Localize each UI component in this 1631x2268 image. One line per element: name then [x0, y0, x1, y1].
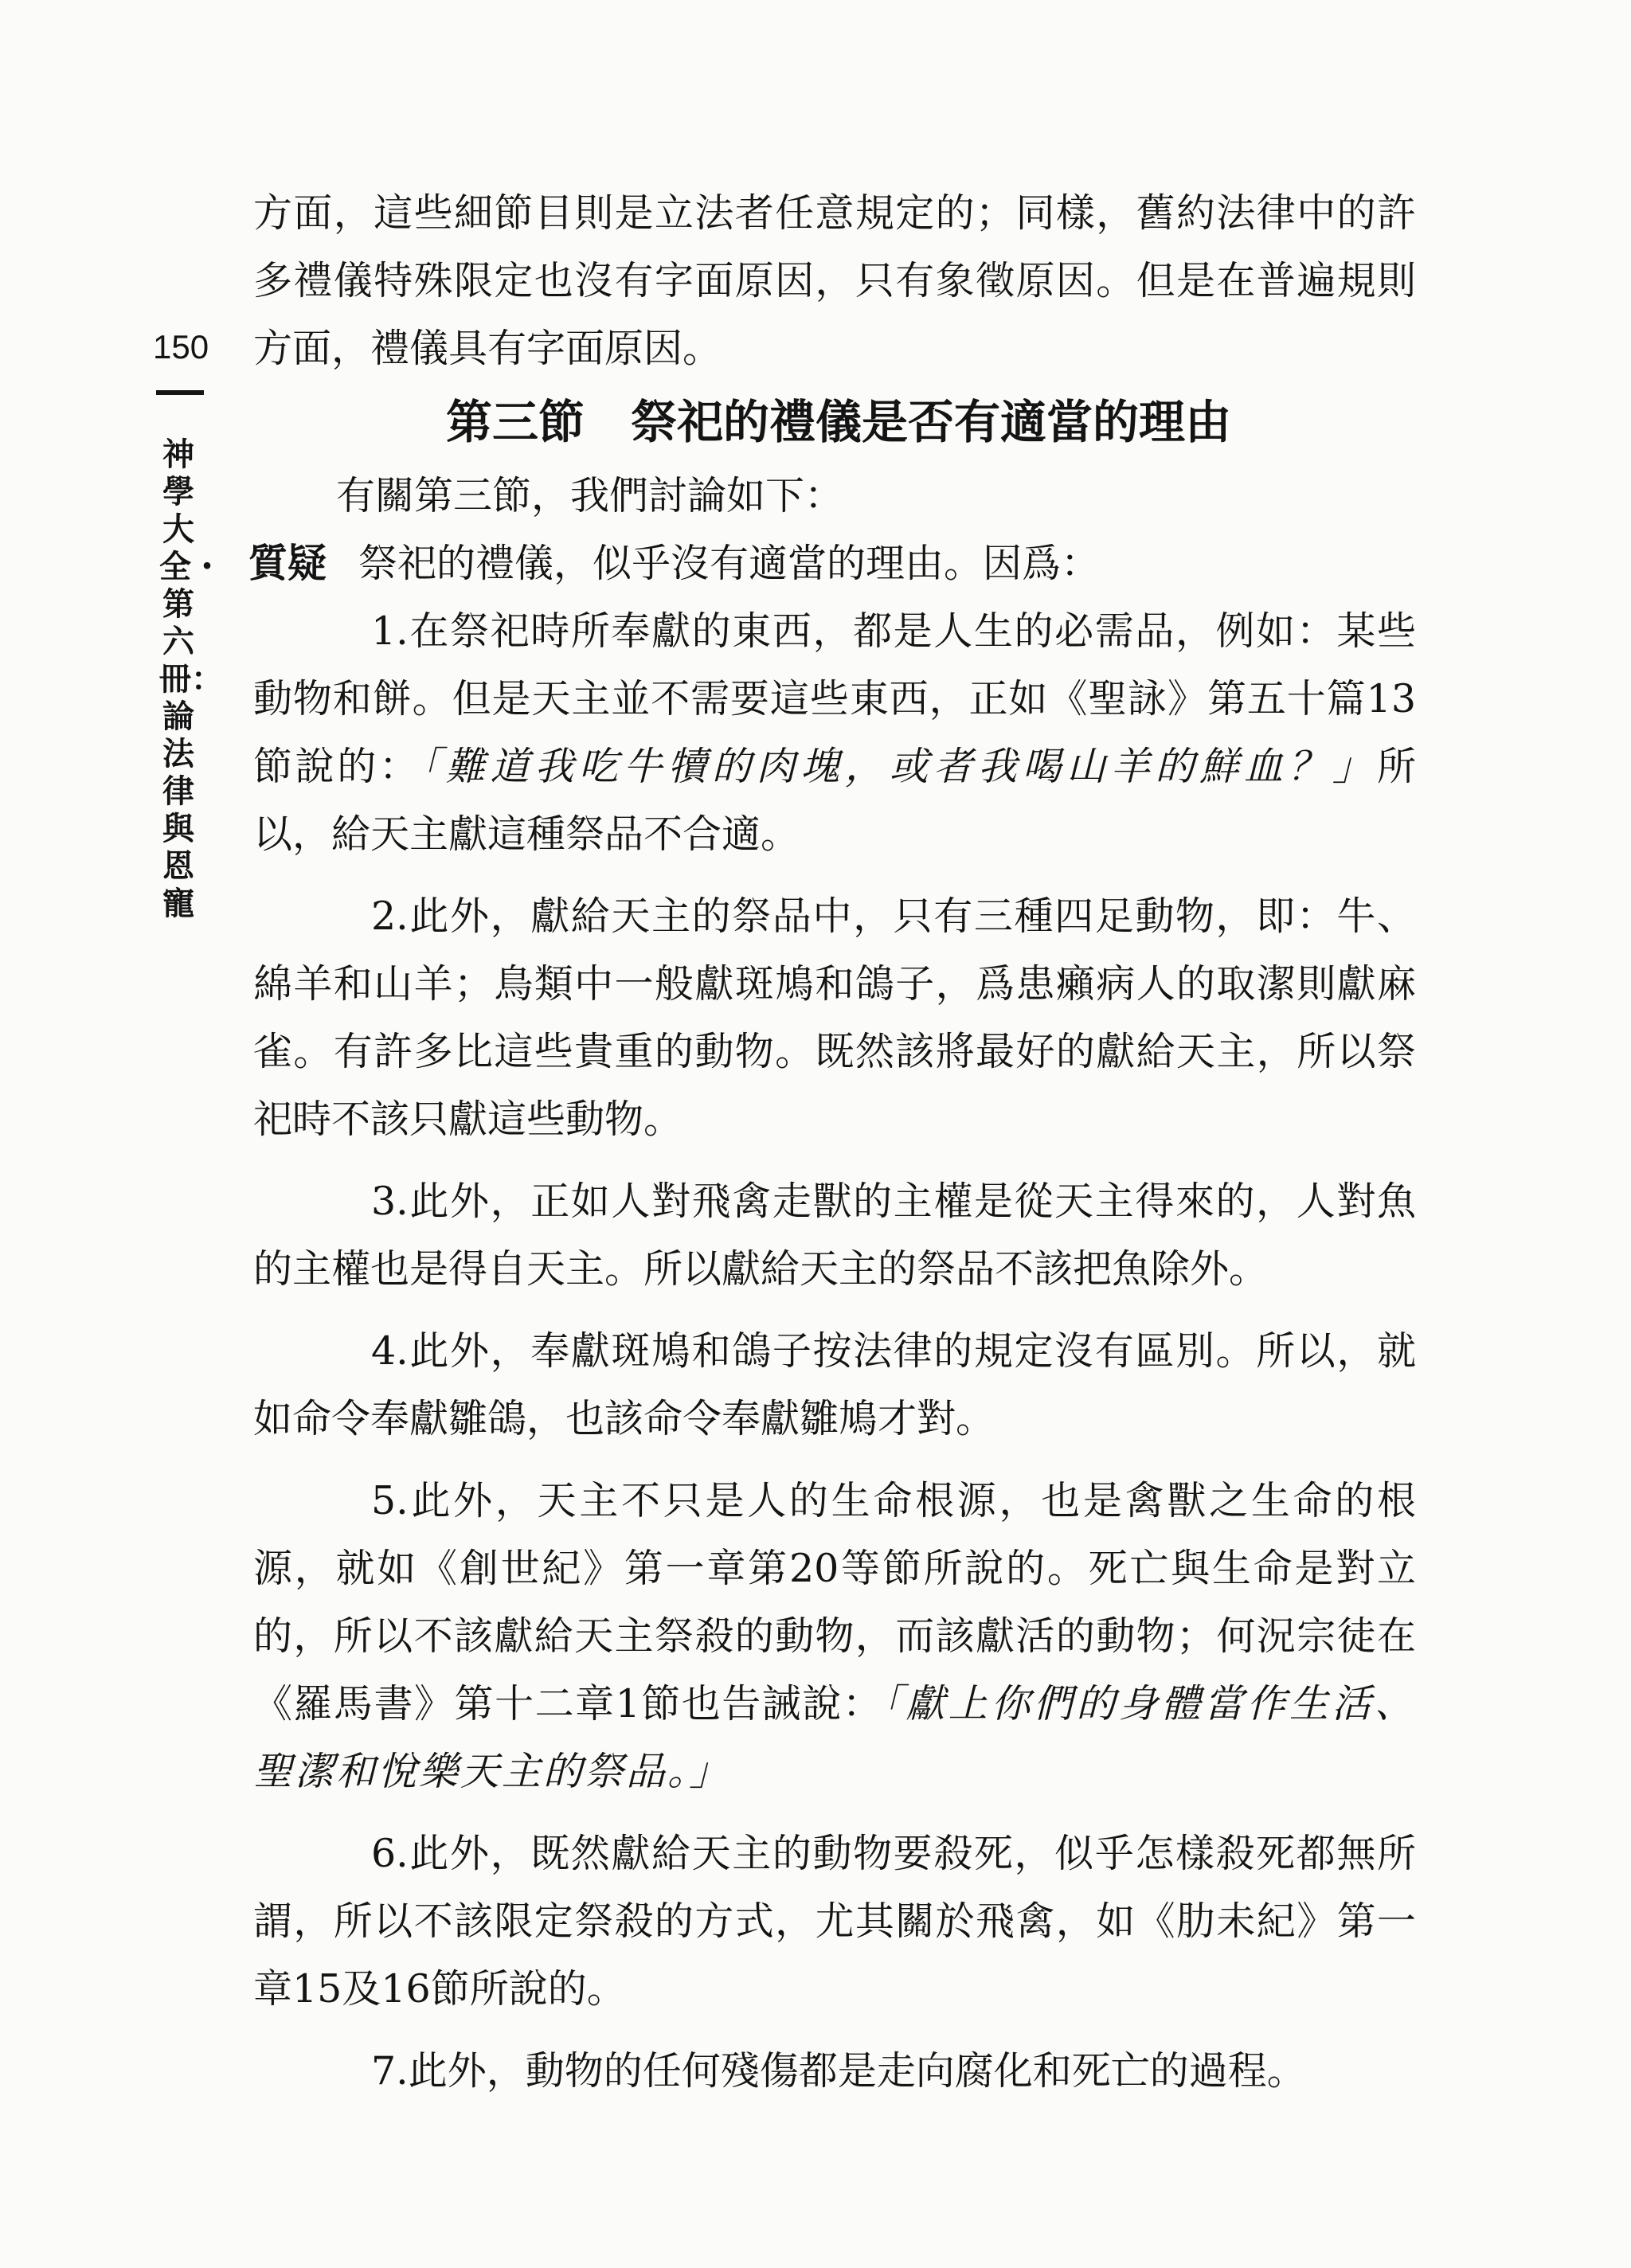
psalm-quote: 「難道我吃牛犢的肉塊，或者我喝山羊的鮮血？」: [420, 744, 1377, 789]
objection-2: 2.此外，獻給天主的祭品中，只有三種四足動物，即：牛、綿羊和山羊；鳥類中一般獻斑鳩和鴿子，爲患癩病人的取潔則獻麻雀。有許多比這些貴重的動物。既然該將最好的獻給天主，所以祭祀時不該只獻這些動物。: [253, 894, 1416, 1142]
objection-6: 6.此外，既然獻給天主的動物要殺死，似乎怎樣殺死都無所謂，所以不該限定祭殺的方式，尤其關於飛禽，如《肋未紀》第一章15及16節所說的。: [253, 1831, 1416, 2012]
objection-paragraph: [248, 530, 1416, 597]
continuation-paragraph: 方面，這些細節目則是立法者任意規定的；同樣，舊約法律中的許多禮儀特殊限定也沒有字面原因，只有象徵原因。但是在普遍規則方面，禮儀具有字面原因。: [253, 190, 1416, 371]
objection-1-tail: 所以，給天主獻這種祭品不合適。: [253, 744, 1416, 857]
page-number: 150: [153, 328, 209, 366]
objection-4: 4.此外，奉獻斑鳩和鴿子按法律的規定沒有區別。所以，就如命令奉獻雛鴿，也該命令奉獻雛鳩才對。: [253, 1328, 1416, 1441]
objection-5-text: 5.此外，天主不只是人的生命根源，也是禽獸之生命的根源，就如《創世紀》第一章第20等節所說的。死亡與生命是對立的，所以不該獻給天主祭殺的動物，而該獻活的動物；何況宗徒在《羅馬書》第十二章1節也告誡說：: [253, 1478, 1416, 1726]
margin-rule: [156, 390, 204, 395]
objection-1: [253, 597, 1416, 868]
objection-text: 祭祀的禮儀，似乎沒有適當的理由。因爲：: [358, 541, 1101, 586]
romans-quote: 「獻上你們的身體當作生活、聖潔和悅樂天主的祭品。」: [253, 1681, 1416, 1794]
section-title: 第三節 祭祀的禮儀是否有適當的理由: [445, 395, 1231, 449]
objection-1-text: 1.在祭祀時所奉獻的東西，都是人生的必需品，例如：某些動物和餅。但是天主並不需要這些東西，正如《聖詠》第五十篇13節說的：: [253, 608, 1416, 789]
objection-3: 3.此外，正如人對飛禽走獸的主權是從天主得來的，人對魚的主權也是得自天主。所以獻給天主的祭品不該把魚除外。: [253, 1179, 1416, 1292]
body-text: [248, 179, 1416, 2105]
objection-7: 7.此外，動物的任何殘傷都是走向腐化和死亡的過程。: [371, 2048, 1306, 2094]
objection-label: 質疑: [248, 541, 327, 586]
intro-paragraph: 有關第三節，我們討論如下：: [336, 473, 844, 518]
running-head: 神學大全・第六冊：論法律與恩寵: [159, 436, 223, 922]
objection-5: [253, 1467, 1416, 1805]
